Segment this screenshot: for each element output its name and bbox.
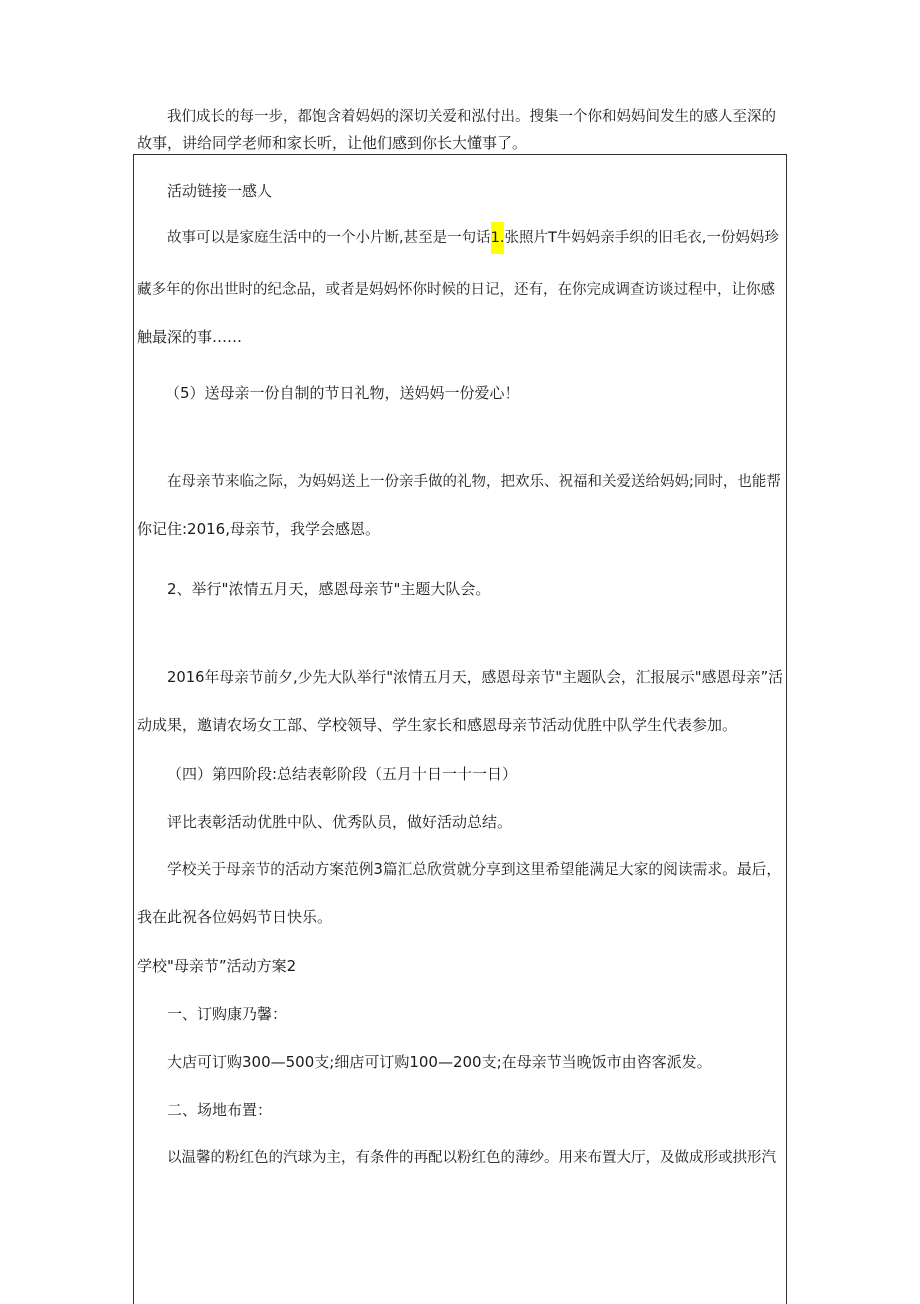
activity-link-heading: 活动链接一感人: [167, 182, 273, 200]
link-text-after: 张照片T牛妈妈亲手织的旧毛衣,一份妈妈珍: [504, 230, 779, 246]
activity-link-line-3: 触最深的事……: [137, 328, 243, 346]
plan-2-title: 学校"母亲节”活动方案2: [137, 957, 297, 975]
intro-line-1: 我们成长的每一步，都饱含着妈妈的深切关爱和泓付出。搜集一个你和妈妈间发生的感人至深的: [167, 109, 776, 125]
closing-line-1: 学校关于母亲节的活动方案范例3篇汇总欣赏就分享到这里希望能满足大家的阅读需求。最后，: [167, 861, 782, 878]
section-2-line-1: 以温馨的粉红色的汽球为主，有条件的再配以粉红色的薄纱。用来布置大厅，及做成形或拱形汽: [167, 1150, 776, 1166]
activity-link-line-2: 藏多年的你出世时的纪念品，或者是妈妈怀你时候的日记，还有，在你完成调查访谈过程中，让你感: [137, 282, 775, 298]
section-1-heading: 一、订购康乃馨：: [167, 1005, 288, 1023]
gift-line-2: 你记住:2016,母亲节，我学会感恩。: [137, 520, 380, 538]
stage-4-heading: （四）第四阶段:总结表彰阶段（五月十日一十一日）: [167, 765, 518, 783]
meeting-line-2: 动成果，邀请农场女工部、学校领导、学生家长和感恩母亲节活动优胜中队学生代表参加。: [137, 716, 738, 734]
gift-heading: （5）送母亲一份自制的节日礼物，送妈妈一份爱心！: [165, 384, 520, 402]
section-1-line-1: 大店可订购300—500支;细店可订购100—200支;在母亲节当晚饭市由咨客派发。: [167, 1053, 712, 1071]
intro-line-2: 故事，讲给同学老师和家长听，让他们感到你长大懂事了。: [137, 134, 528, 152]
meeting-heading: 2、举行"浓情五月天，感恩母亲节"主题大队会。: [167, 580, 491, 598]
stage-4-line-1: 评比表彰活动优胜中队、优秀队员，做好活动总结。: [167, 813, 513, 831]
closing-line-2: 我在此祝各位妈妈节日快乐。: [137, 908, 333, 926]
highlighted-text: 1.: [491, 222, 505, 254]
gift-line-1: 在母亲节来临之际，为妈妈送上一份亲手做的礼物，把欢乐、祝福和关爱送给妈妈;同时，也能帮: [167, 474, 781, 490]
meeting-line-1: 2016年母亲节前夕,少先大队举行"浓情五月天，感恩母亲节"主题队会，汇报展示"感恩母亲”活: [167, 669, 783, 686]
section-2-heading: 二、场地布置：: [167, 1101, 273, 1119]
activity-link-line-1: [167, 228, 779, 248]
link-text-before: 故事可以是家庭生活中的一个小片断,甚至是一句话: [167, 230, 491, 246]
